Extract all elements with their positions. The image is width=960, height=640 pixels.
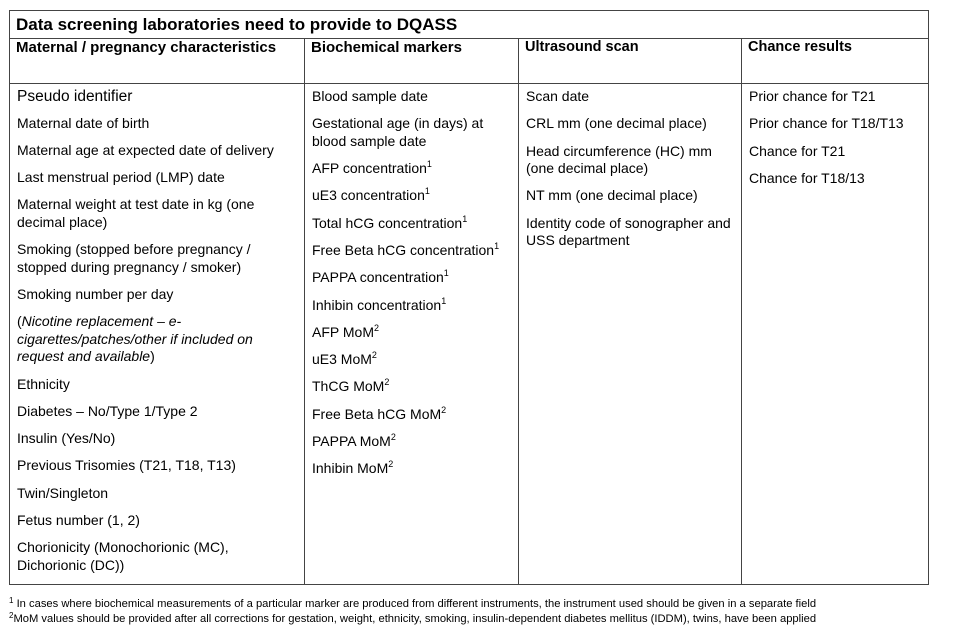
list-item: [17, 403, 298, 421]
list-item: [17, 196, 298, 231]
footnote-1: [9, 597, 939, 612]
footnote-ref: 2: [384, 377, 390, 388]
list-item: [17, 241, 298, 276]
list-item: [312, 215, 512, 233]
list-item: [17, 457, 298, 475]
list-item: [312, 406, 512, 424]
list-item: [526, 187, 735, 205]
list-item: [17, 376, 298, 394]
footnote-ref: 2: [371, 350, 377, 361]
item-paren: ): [150, 348, 155, 365]
list-item: [17, 115, 298, 133]
column-chance: [742, 84, 929, 585]
list-item: [749, 88, 922, 106]
item-text: Smoking (stopped before pregnancy / stopped during pregnancy / smoker): [17, 241, 251, 275]
item-text: Free Beta hCG concentration: [312, 241, 495, 258]
item-text: Chorionicity (Monochorionic (MC), Dichorionic (DC)): [17, 539, 229, 573]
footnote-mark: 1: [9, 596, 14, 605]
list-item: [312, 433, 512, 451]
item-list-chance: [742, 84, 928, 187]
footnote-ref: 2: [441, 404, 447, 415]
list-item: [312, 460, 512, 478]
footnote-ref: 1: [494, 240, 500, 251]
item-text: Maternal age at expected date of delivery: [17, 141, 274, 158]
item-text: ThCG MoM: [312, 378, 385, 395]
footnote-ref: 2: [388, 459, 394, 470]
item-text: Head circumference (HC) mm (one decimal place): [526, 142, 712, 177]
list-item: [17, 169, 298, 187]
dqass-data-table: [9, 10, 929, 585]
column-header-label: Chance results: [748, 39, 852, 55]
footnote-2: [9, 612, 939, 627]
item-text: Maternal date of birth: [17, 114, 150, 131]
list-item: [312, 324, 512, 342]
footnote-ref: 2: [373, 322, 379, 333]
column-header-biochemical: [305, 39, 519, 84]
list-item: [17, 539, 298, 574]
list-item: [312, 160, 512, 178]
item-text: AFP MoM: [312, 323, 374, 340]
item-text: Chance for T18/13: [749, 169, 865, 186]
list-item: [749, 170, 922, 188]
footnote-ref: 1: [443, 268, 449, 279]
column-header-label: Maternal / pregnancy characteristics: [16, 39, 277, 56]
column-biochemical: [305, 84, 519, 585]
list-item: [312, 88, 512, 106]
item-text: Insulin (Yes/No): [17, 430, 116, 447]
item-text: Previous Trisomies (T21, T18, T13): [17, 457, 236, 474]
item-text: Blood sample date: [312, 88, 428, 104]
item-text: Smoking number per day: [17, 285, 174, 302]
list-item: [749, 143, 922, 161]
list-item: [312, 297, 512, 315]
item-text: uE3 MoM: [312, 351, 372, 368]
item-text: Scan date: [526, 88, 590, 104]
footnote-ref: 1: [424, 186, 430, 197]
table-title: Data screening laboratories need to provide to DQASS: [16, 15, 458, 34]
item-text: Ethnicity: [17, 375, 70, 392]
list-item: [17, 88, 298, 106]
column-header-label: Biochemical markers: [311, 39, 462, 56]
item-paren: (: [17, 313, 22, 330]
item-text: CRL mm (one decimal place): [526, 115, 707, 132]
column-header-maternal: [10, 39, 305, 84]
list-item: [17, 286, 298, 304]
footnote-ref: 1: [441, 295, 447, 306]
column-header-ultrasound: [519, 39, 742, 84]
item-text: Free Beta hCG MoM: [312, 405, 442, 422]
item-text: Gestational age (in days) at blood sample date: [312, 115, 484, 149]
list-item: [526, 115, 735, 133]
list-item: [17, 313, 298, 366]
list-item: [312, 269, 512, 287]
column-ultrasound: [519, 84, 742, 585]
list-item: [312, 242, 512, 260]
item-text: Total hCG concentration: [312, 214, 463, 231]
item-list-biochemical: [305, 84, 518, 478]
item-text: Maternal weight at test date in kg (one decimal place): [17, 196, 255, 230]
list-item: [17, 430, 298, 448]
footnote-text: MoM values should be provided after all corrections for gestation, weight, ethnicity, smoking, insulin-dependent diabetes mellitus (IDDM), twins, have been applied: [13, 612, 817, 625]
item-text: PAPPA concentration: [312, 269, 444, 286]
list-item: [749, 115, 922, 133]
footnote-ref: 1: [426, 159, 432, 170]
item-text: Last menstrual period (LMP) date: [17, 169, 225, 186]
item-text: Diabetes – No/Type 1/Type 2: [17, 402, 198, 419]
item-text: Chance for T21: [749, 142, 846, 159]
list-item: [526, 143, 735, 178]
column-header-label: Ultrasound scan: [525, 39, 639, 55]
item-text: Inhibin MoM: [312, 460, 389, 477]
list-item: [312, 378, 512, 396]
item-text: Prior chance for T18/T13: [749, 115, 904, 132]
column-header-chance: [742, 39, 929, 84]
list-item: [526, 215, 735, 250]
list-item: [17, 512, 298, 530]
item-text: Inhibin concentration: [312, 296, 442, 313]
item-text: Prior chance for T21: [749, 88, 876, 104]
list-item: [312, 115, 512, 150]
item-text: Fetus number (1, 2): [17, 512, 140, 529]
item-text: Pseudo identifier: [17, 88, 133, 105]
item-text: uE3 concentration: [312, 187, 425, 204]
column-maternal: [10, 84, 305, 585]
footnote-mark: 2: [9, 610, 14, 620]
item-text: AFP concentration: [312, 160, 427, 177]
footnote-text: In cases where biochemical measurements of a particular marker are produced from different instruments, the instrument used should be given in a separate field: [16, 598, 817, 610]
item-text: NT mm (one decimal place): [526, 187, 698, 204]
item-text-italic: Nicotine replacement – e-cigarettes/patches/other if included on request and available: [17, 313, 253, 365]
item-list-maternal: [10, 84, 304, 574]
footnote-ref: 1: [462, 213, 468, 224]
table-title-cell: [10, 11, 929, 39]
list-item: [312, 187, 512, 205]
item-list-ultrasound: [519, 84, 741, 250]
list-item: [312, 351, 512, 369]
list-item: [17, 142, 298, 160]
footnotes: [9, 597, 939, 626]
list-item: [17, 485, 298, 503]
footnote-ref: 2: [390, 432, 396, 443]
list-item: [526, 88, 735, 106]
item-text: PAPPA MoM: [312, 433, 391, 450]
item-text: Identity code of sonographer and USS department: [526, 214, 731, 249]
item-text: Twin/Singleton: [17, 484, 109, 501]
